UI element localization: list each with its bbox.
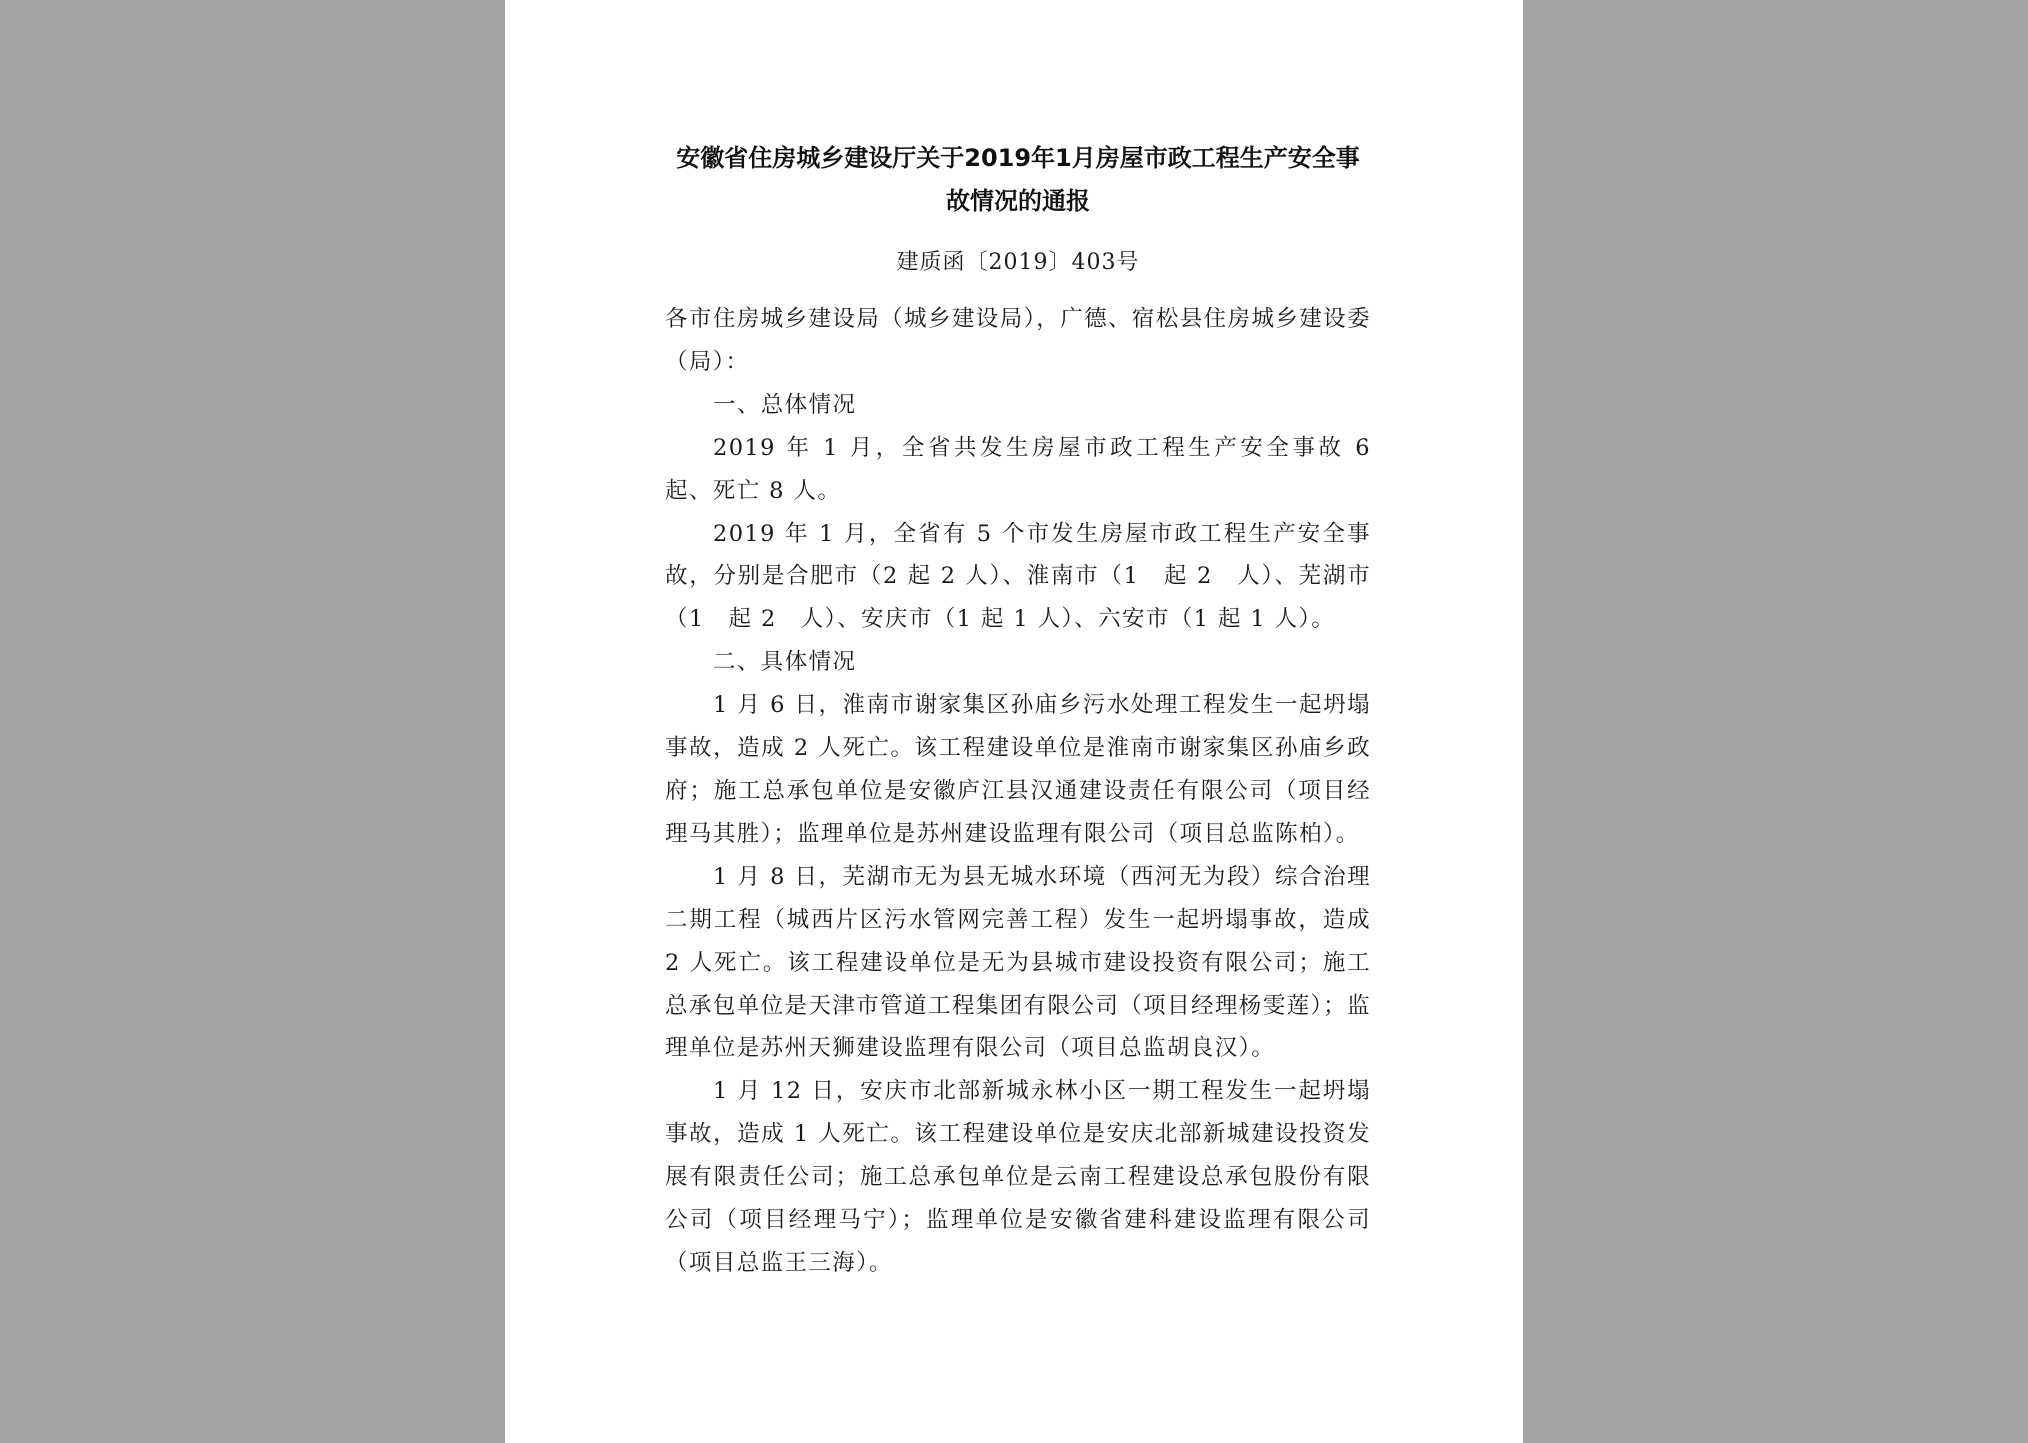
salutation: 各市住房城乡建设局（城乡建设局），广德、宿松县住房城乡建设委（局）： [665,306,1371,375]
paragraph-accident-jan12: 1 月 12 日，安庆市北部新城永林小区一期工程发生一起坍塌事故，造成 1 人死亡。该工程建设单位是安庆北部新城建设投资发展有限责任公司；施工总承包单位是云南工程建设总承包股份有限公司（项目经理马宁）；监理单位是安徽省建科建设监理有限公司（项目总监王三海）。 [665,1078,1371,1276]
document-page [505,0,1523,1443]
document-title [645,137,1391,223]
paragraph-summary: 2019 年 1 月，全省共发生房屋市政工程生产安全事故 6 起、死亡 8 人。 [665,434,1371,504]
document-number: 建质函〔2019〕403号 [896,250,1140,275]
section-heading-overview: 一、总体情况 [713,391,857,418]
paragraph-accident-jan8: 1 月 8 日，芜湖市无为县无城水环境（西河无为段）综合治理二期工程（城西片区污水管网完善工程）发生一起坍塌事故，造成 2 人死亡。该工程建设单位是无为县城市建设投资有限公司；施工总承包单位是天津市管道工程集团有限公司（项目经理杨雯莲）；监理单位是苏州天狮建设监理有限公司（项目总监胡良汉）。 [665,863,1371,1062]
section-heading-details: 二、具体情况 [713,649,857,676]
paragraph-cities: 2019 年 1 月，全省有 5 个市发生房屋市政工程生产安全事故，分别是合肥市（2 起 2 人）、淮南市（1 起 2 人）、芜湖市（1 起 2 人）、安庆市（1 起 1 人）、六安市（1 起 1 人）。 [665,520,1371,633]
title-line-2: 故情况的通报 [946,187,1090,215]
title-line-1: 安徽省住房城乡建设厅关于2019年1月房屋市政工程生产安全事 [676,144,1360,172]
paragraph-accident-jan6: 1 月 6 日，淮南市谢家集区孙庙乡污水处理工程发生一起坍塌事故，造成 2 人死亡。该工程建设单位是淮南市谢家集区孙庙乡政府；施工总承包单位是安徽庐江县汉通建设责任有限公司（项目经理马其胜）；监理单位是苏州建设监理有限公司（项目总监陈柏）。 [665,692,1371,847]
document-body [665,298,1371,1285]
